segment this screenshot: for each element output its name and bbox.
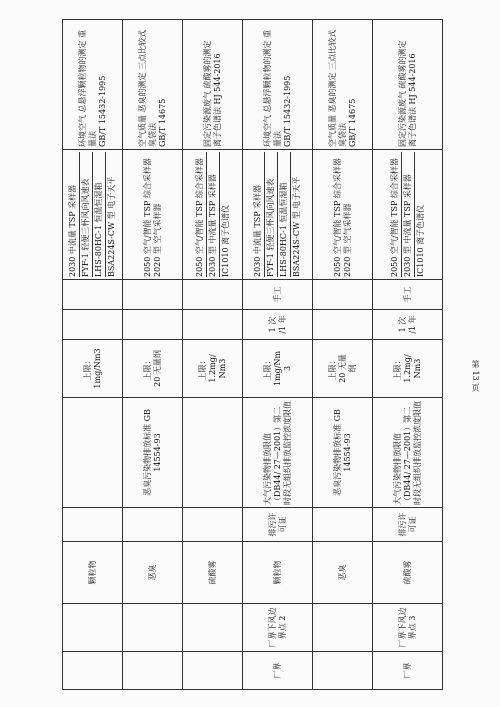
standard-cell bbox=[63, 398, 123, 508]
instrument-item: 2030 中流量 TSP 采样器 bbox=[68, 184, 77, 277]
pollutant-cell: 硫酸雾 bbox=[183, 542, 243, 604]
rotated-table-container bbox=[62, 20, 442, 690]
table-row bbox=[313, 20, 373, 690]
page-number: 第 13 页 bbox=[471, 360, 480, 392]
point-cell: 厂界下风边界点 3 bbox=[373, 604, 443, 652]
freq-cell: 1 次 /1 年 bbox=[243, 310, 313, 340]
method-type-cell bbox=[63, 280, 123, 310]
type-cell: 厂界 bbox=[373, 652, 443, 690]
instrument-cell bbox=[373, 150, 443, 280]
instrument-item: 2050 空气/智能 TSP 综合采样器 bbox=[389, 158, 399, 277]
analysis-cell: 环境空气 总悬浮颗粒物的测定 重量法 GB/T 15432-1995 bbox=[63, 20, 123, 150]
method-type-cell: 手工 bbox=[373, 280, 443, 310]
point-cell: 厂界下风边界点 2 bbox=[243, 604, 313, 652]
limit-cell: 上限： 1mg/Nm 3 bbox=[243, 340, 313, 398]
limit-cell: 上限： 1.2mg/ Nm3 bbox=[373, 340, 443, 398]
instrument-cell bbox=[243, 150, 313, 280]
permit-cell bbox=[313, 508, 373, 542]
permit-cell bbox=[123, 508, 183, 542]
instrument-item: LHS-80HC-1 恒温恒湿箱 bbox=[92, 152, 105, 277]
instrument-item: 2030 型 中流量 TSP 采样器 bbox=[206, 152, 219, 277]
type-cell bbox=[313, 652, 373, 690]
instrument-item: LHS-80HC-1 恒温恒湿箱 bbox=[277, 152, 290, 277]
permit-cell bbox=[63, 508, 123, 542]
instrument-item: 2050 空气/智能 TSP 综合采样器 bbox=[194, 158, 204, 277]
instrument-item: 2030 中流量 TSP 采样器 bbox=[253, 184, 262, 277]
table-row bbox=[373, 20, 443, 690]
instrument-item: 2030 型 中流量 TSP 采样器 bbox=[401, 152, 414, 277]
instrument-cell bbox=[183, 150, 243, 280]
point-cell bbox=[63, 604, 123, 652]
type-cell bbox=[123, 652, 183, 690]
point-cell bbox=[183, 604, 243, 652]
instrument-item: BSA224S-CW 型 电子天平 bbox=[290, 152, 303, 277]
standard-cell: 恶臭污染物排放标准 GB 14554-93 bbox=[123, 398, 183, 508]
type-cell bbox=[63, 652, 123, 690]
limit-cell: 上限： 20 无量纲 bbox=[123, 340, 183, 398]
standard-cell: 大气污染物排放限值（DB44/ 27—2001）第二时段无组织排放监控浓度限值 bbox=[243, 398, 313, 508]
permit-cell bbox=[183, 508, 243, 542]
table-row bbox=[123, 20, 183, 690]
freq-cell bbox=[123, 310, 183, 340]
analysis-cell: 固定污染源废气 硫酸雾的测定 离子色谱法 HJ 544-2016 bbox=[373, 20, 443, 150]
standard-cell: 大气污染物排放限值（DB44/ 27—2001）第二时段无组织排放监控浓度限值 bbox=[373, 398, 443, 508]
instrument-item: IC1010 离子色谱仪 bbox=[219, 152, 232, 277]
instrument-cell bbox=[63, 150, 123, 280]
pollutant-cell: 颗粒物 bbox=[63, 542, 123, 604]
freq-cell: 1 次 /1 年 bbox=[373, 310, 443, 340]
pollutant-cell: 恶臭 bbox=[313, 542, 373, 604]
standard-cell bbox=[183, 398, 243, 508]
table-row bbox=[183, 20, 243, 690]
method-type-cell bbox=[123, 280, 183, 310]
analysis-cell: 空气质量 恶臭的测定 三点比较式臭袋法 GB/T 14675 bbox=[123, 20, 183, 150]
limit-cell: 上限： 20 无量 纲 bbox=[313, 340, 373, 398]
type-cell bbox=[183, 652, 243, 690]
instrument-item: IC1010 离子色谱仪 bbox=[414, 152, 427, 277]
point-cell bbox=[313, 604, 373, 652]
instrument-item: FYF-1 轻便三杯风向风速表 bbox=[79, 152, 92, 277]
pollutant-cell: 恶臭 bbox=[123, 542, 183, 604]
table-row bbox=[63, 20, 123, 690]
monitoring-table bbox=[62, 19, 443, 690]
permit-cell: 排污许可证 bbox=[243, 508, 313, 542]
instrument-item: FYF-1 轻便三杯风向风速表 bbox=[264, 152, 277, 277]
instrument-cell: 2050 空气/智能 TSP 综合采样器 2020 型 空气采样器 bbox=[123, 150, 183, 280]
type-cell: 厂界 bbox=[243, 652, 313, 690]
limit-cell: 上限： 1mg/Nm3 bbox=[63, 340, 123, 398]
point-cell bbox=[123, 604, 183, 652]
freq-cell bbox=[313, 310, 373, 340]
analysis-cell: 空气质量 恶臭的测定 三点比较式臭袋法 GB/T 14675 bbox=[313, 20, 373, 150]
pollutant-cell: 颗粒物 bbox=[243, 542, 313, 604]
instrument-cell: 2050 空气/智能 TSP 综合采样器 2020 型 空气采样器 bbox=[313, 150, 373, 280]
standard-cell: 恶臭污染物排放标准 GB 14554-93 bbox=[313, 398, 373, 508]
table-row bbox=[243, 20, 313, 690]
limit-cell: 上限： 1.2mg/ Nm3 bbox=[183, 340, 243, 398]
method-type-cell bbox=[183, 280, 243, 310]
analysis-cell: 固定污染源废气 硫酸雾的测定 离子色谱法 HJ 544-2016 bbox=[183, 20, 243, 150]
permit-cell: 排污许可证 bbox=[373, 508, 443, 542]
freq-cell bbox=[183, 310, 243, 340]
method-type-cell: 手工 bbox=[243, 280, 313, 310]
freq-cell bbox=[63, 310, 123, 340]
pollutant-cell: 硫酸雾 bbox=[373, 542, 443, 604]
method-type-cell bbox=[313, 280, 373, 310]
instrument-item: BSA224S-CW 型 电子天平 bbox=[105, 152, 118, 277]
analysis-cell: 环境空气 总悬浮颗粒物的测定 重量法 GB/T 15432-1995 bbox=[243, 20, 313, 150]
